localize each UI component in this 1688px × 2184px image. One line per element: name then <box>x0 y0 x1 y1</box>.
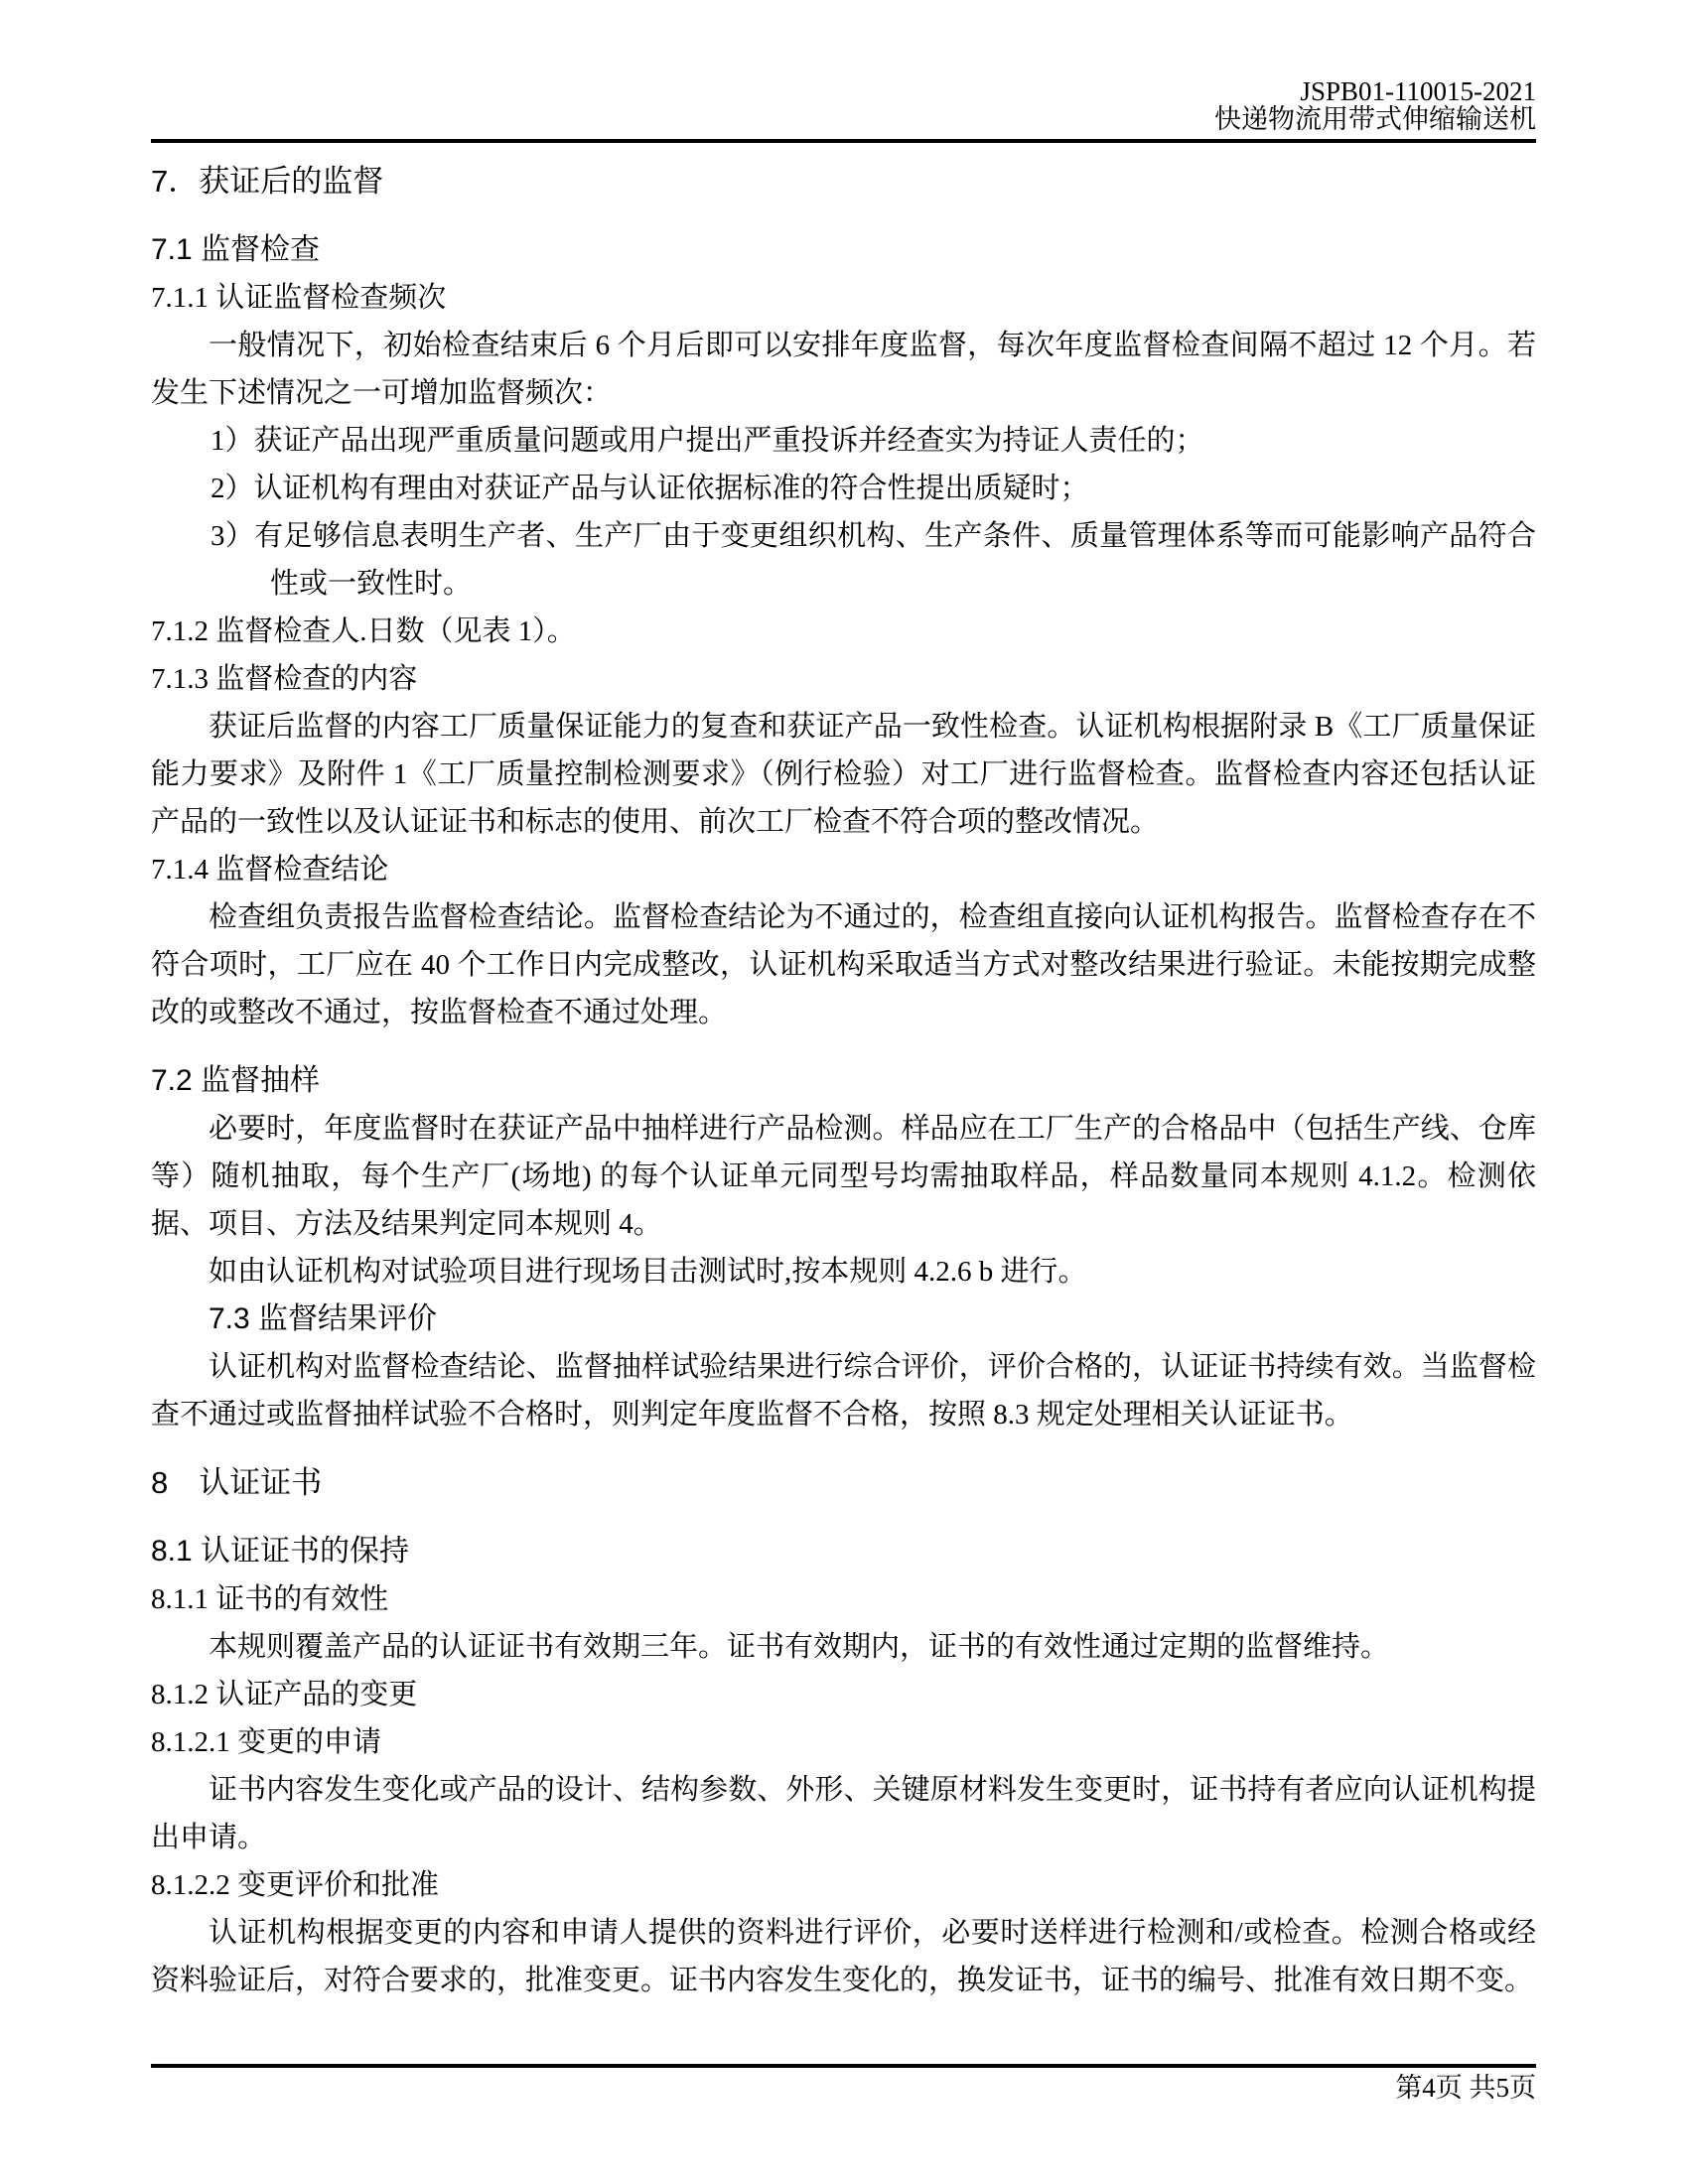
section-7-1-1-paragraph: 一般情况下，初始检查结束后 6 个月后即可以安排年度监督，每次年度监督检查间隔不超过 12 个月。若发生下述情况之一可增加监督频次： <box>151 330 1536 409</box>
section-7-2-paragraph-2: 如由认证机构对试验项目进行现场目击测试时,按本规则 4.2.6 b 进行。 <box>209 1256 1087 1288</box>
section-8-heading: 8 认证证书 <box>151 1465 323 1500</box>
list-item-1: 1）获证产品出现严重质量问题或用户提出严重投诉并经查实为持证人责任的； <box>211 425 1204 457</box>
section-8-1-2-heading: 8.1.2 认证产品的变更 <box>151 1679 418 1710</box>
section-8-1-2-2-heading: 8.1.2.2 变更评价和批准 <box>151 1869 440 1901</box>
section-7-1-1-heading: 7.1.1 认证监督检查频次 <box>151 282 447 314</box>
section-7-2-paragraph-1: 必要时，年度监督时在获证产品中抽样进行产品检测。样品应在工厂生产的合格品中（包括生产线、仓库等）随机抽取，每个生产厂(场地) 的每个认证单元同型号均需抽取样品，样品数量同本规则 4.1.2。检测依据、项目、方法及结果判定同本规则 4。 <box>151 1113 1536 1240</box>
document-content <box>151 143 1536 2004</box>
doc-title: 快递物流用带式伸缩输送机 <box>1214 104 1536 134</box>
list-item-2: 2）认证机构有理由对获证产品与认证依据标准的符合性提出质疑时； <box>211 473 1089 504</box>
section-8-1-2-1-heading: 8.1.2.1 变更的申请 <box>151 1726 382 1758</box>
section-7-3-heading: 7.3 监督结果评价 <box>209 1302 438 1335</box>
section-7-3-paragraph: 认证机构对监督检查结论、监督抽样试验结果进行综合评价，评价合格的，认证证书持续有效。当监督检查不通过或监督抽样试验不合格时，则判定年度监督不合格，按照 8.3 规定处理相关认证证书。 <box>151 1351 1536 1431</box>
page-number: 第4页 共5页 <box>1395 2073 1536 2103</box>
section-8-1-1-heading: 8.1.1 证书的有效性 <box>151 1583 389 1615</box>
section-8-1-heading: 8.1 认证证书的保持 <box>151 1535 410 1568</box>
section-7-1-heading: 7.1 监督检查 <box>151 233 321 266</box>
page-header <box>151 0 1536 143</box>
section-7-1-2-heading: 7.1.2 监督检查人.日数（见表 1）。 <box>151 615 576 647</box>
section-8-1-1-paragraph: 本规则覆盖产品的认证证书有效期三年。证书有效期内，证书的有效性通过定期的监督维持。 <box>209 1631 1390 1663</box>
section-8-1-2-2-paragraph: 认证机构根据变更的内容和申请人提供的资料进行评价，必要时送样进行检测和/或检查。检测合格或经资料验证后，对符合要求的，批准变更。证书内容发生变化的，换发证书，证书的编号、批准有效日期不变。 <box>151 1917 1536 1996</box>
list-item-3: 3）有足够信息表明生产者、生产厂由于变更组织机构、生产条件、质量管理体系等而可能影响产品符合性或一致性时。 <box>211 520 1536 600</box>
section-7-heading: 7．获证后的监督 <box>151 164 384 199</box>
section-7-1-3-heading: 7.1.3 监督检查的内容 <box>151 663 418 695</box>
section-7-1-3-paragraph: 获证后监督的内容工厂质量保证能力的复查和获证产品一致性检查。认证机构根据附录 B《工厂质量保证能力要求》及附件 1《工厂质量控制检测要求》（例行检验）对工厂进行监督检查。监督检查内容还包括认证产品的一致性以及认证证书和标志的使用、前次工厂检查不符合项的整改情况。 <box>151 711 1536 838</box>
doc-number: JSPB01-110015-2021 <box>1300 76 1536 106</box>
section-7-2-heading: 7.2 监督抽样 <box>151 1064 321 1097</box>
section-7-1-4-paragraph: 检查组负责报告监督检查结论。监督检查结论为不通过的，检查组直接向认证机构报告。监督检查存在不符合项时，工厂应在 40 个工作日内完成整改，认证机构采取适当方式对整改结果进行验证。未能按期完成整改的或整改不通过，按监督检查不通过处理。 <box>151 901 1536 1028</box>
section-7-1-4-heading: 7.1.4 监督检查结论 <box>151 854 389 886</box>
page-footer <box>151 2064 1536 2103</box>
section-8-1-2-1-paragraph: 证书内容发生变化或产品的设计、结构参数、外形、关键原材料发生变更时，证书持有者应向认证机构提出申请。 <box>151 1774 1536 1853</box>
